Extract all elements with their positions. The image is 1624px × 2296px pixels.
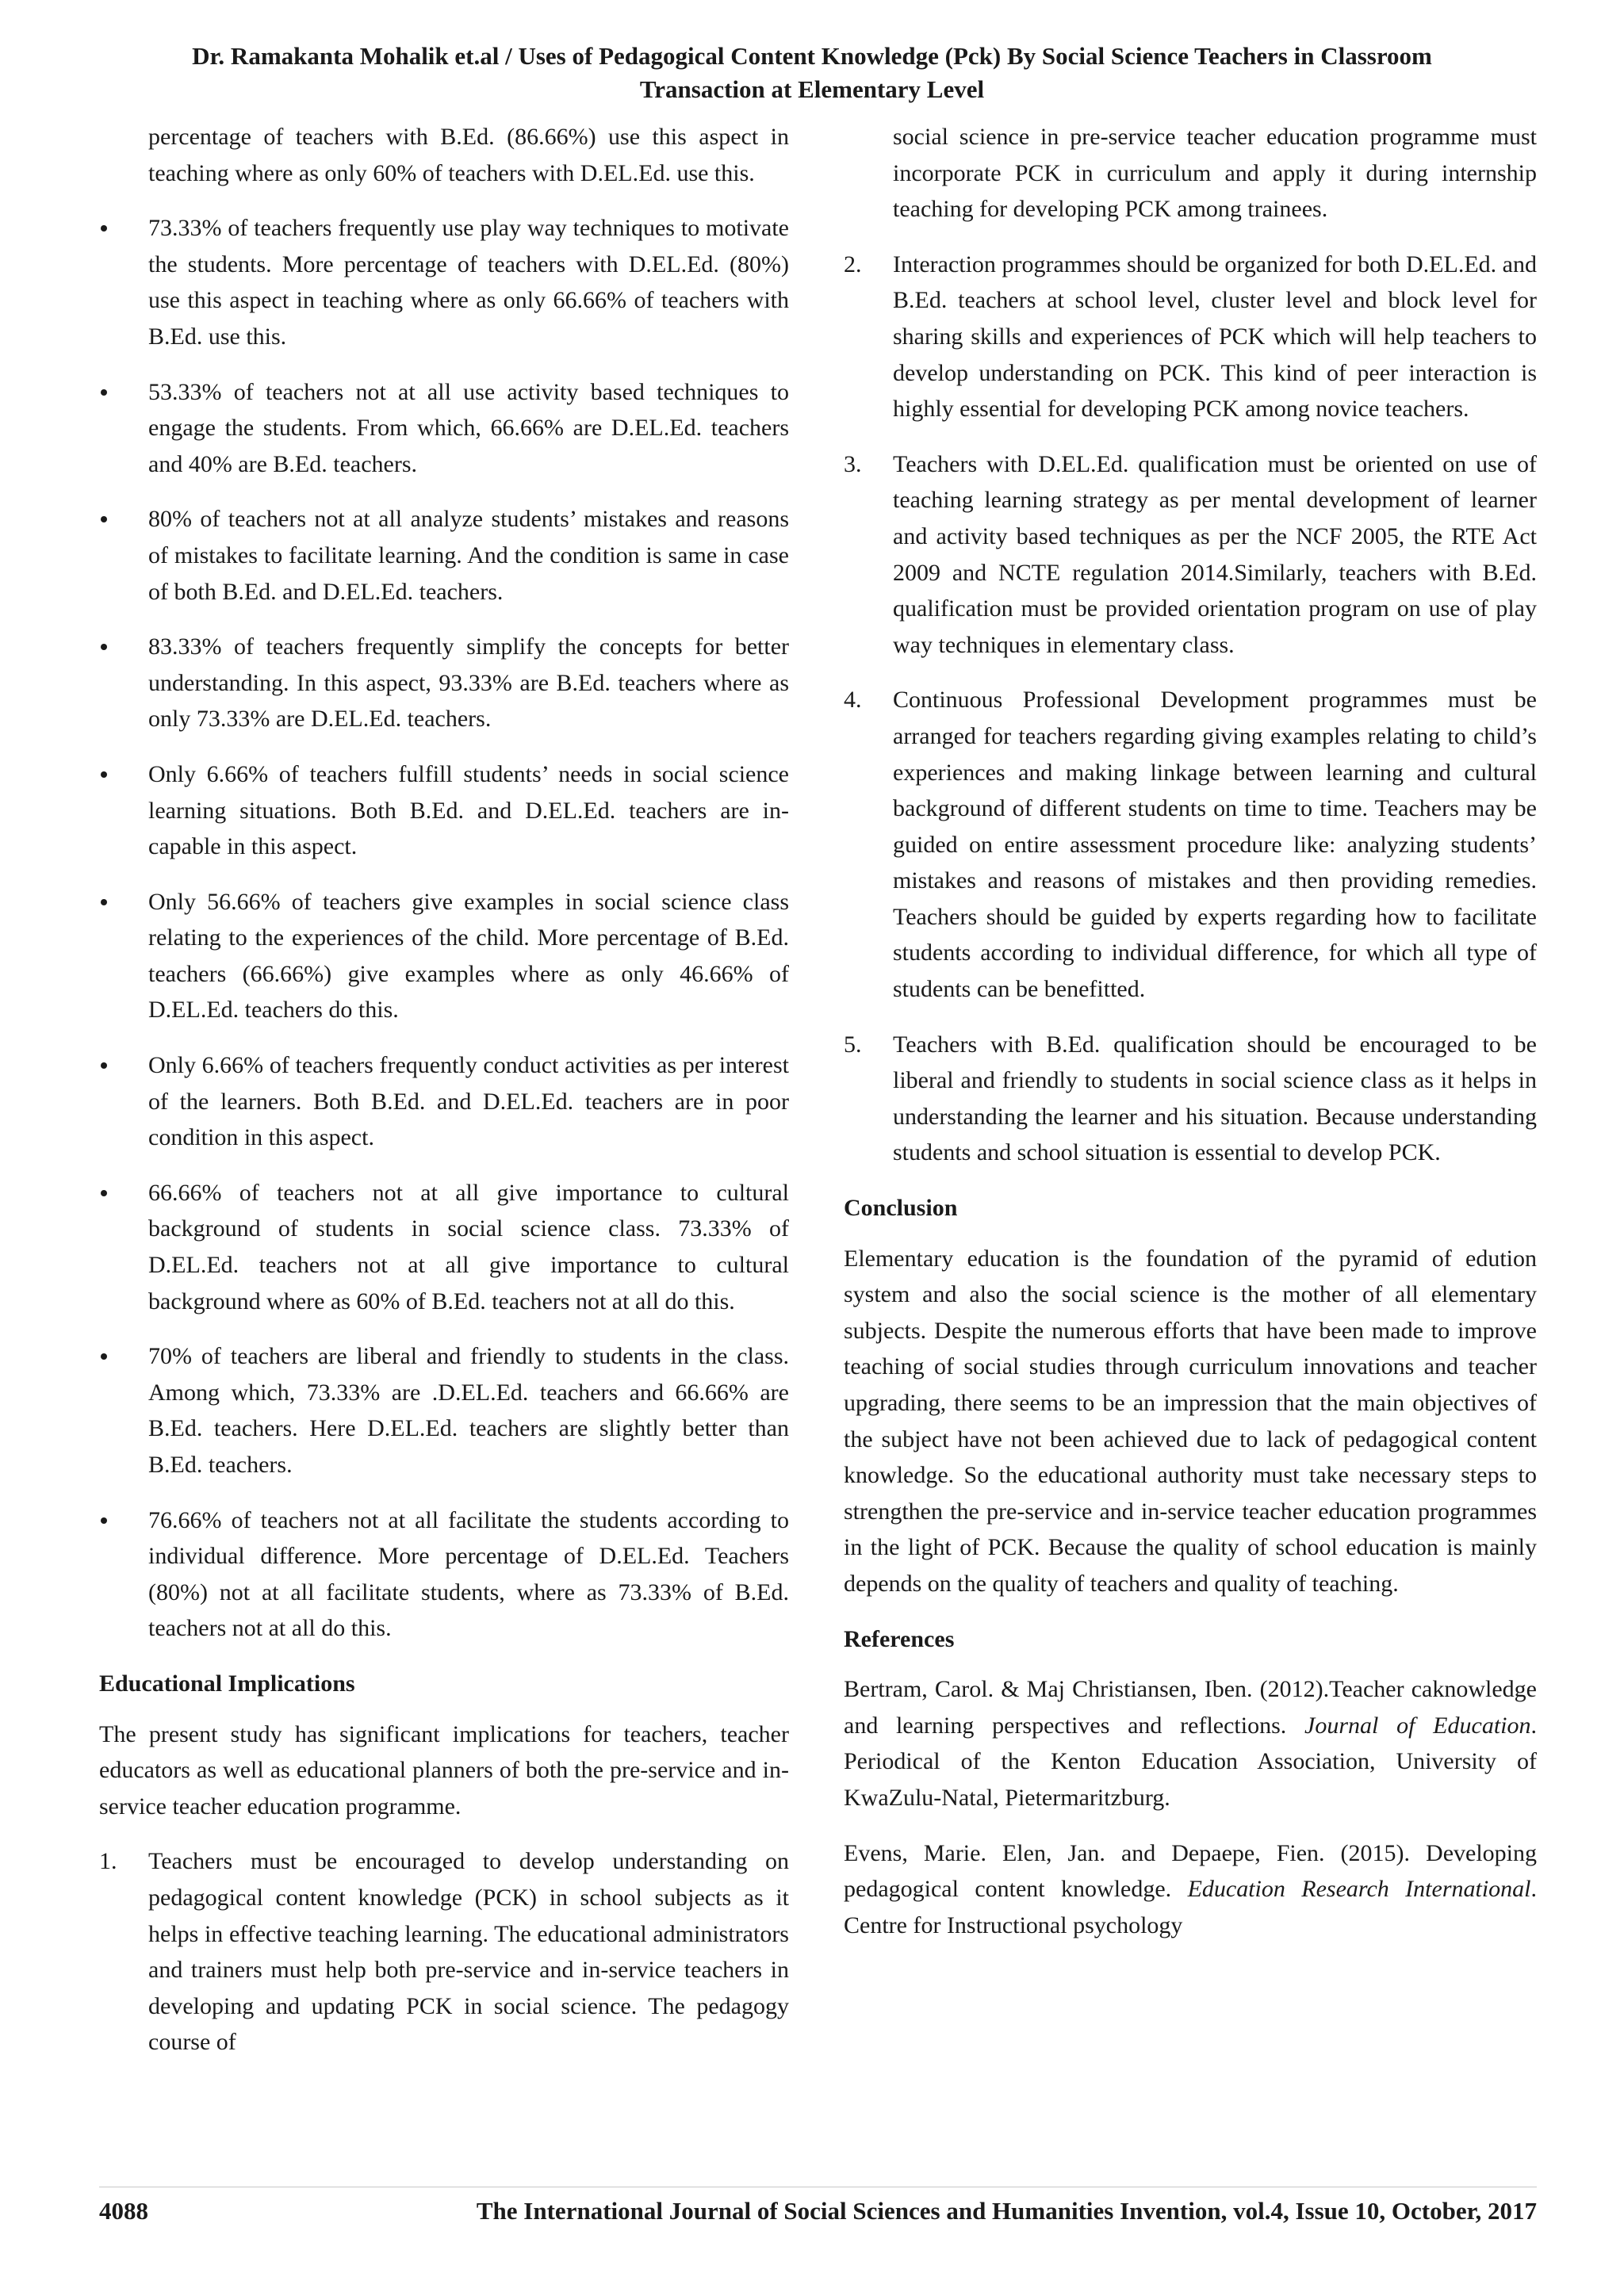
finding-item: Only 6.66% of teachers frequently conduct activities as per interest of the learners. Both B.Ed. and D.EL.Ed. teachers are in poor condition in this aspect. — [99, 1047, 789, 1156]
continued-implication: social science in pre-service teacher education programme must incorporate PCK in curriculum and apply it during internship teaching for developing PCK among trainees. — [893, 124, 1537, 223]
finding-item: 80% of teachers not at all analyze students’ mistakes and reasons of mistakes to facilitate learning. And the condition is same in case of both B.Ed. and D.EL.Ed. teachers. — [99, 501, 789, 610]
implication-item — [844, 446, 1537, 664]
implication-text: Continuous Professional Development programmes must be arranged for teachers regarding giving examples relating to child’s experiences and making linkage between learning and cultural background of different students on time to time. Teachers may be guided on entire assessment procedure like: analyzing students’ mistakes and reasons of mistakes and then providing remedies. Teachers should be guided by experts regarding how to facilitate students according to individual difference, for which all type of students can be benefitted. — [893, 687, 1537, 1003]
implication-text: Teachers with D.EL.Ed. qualification must be oriented on use of teaching learning strategy as per mental development of learner and activity based techniques as per the NCF 2005, the RTE Act 2009 and NCTE regulation 2014.Similarly, teachers with B.Ed. qualification must be provided orientation program on use of play way techniques in elementary class. — [893, 450, 1537, 658]
implication-number: 3. — [844, 450, 862, 477]
implications-list-start — [99, 1843, 789, 2061]
right-column — [844, 119, 1537, 1962]
implication-item — [844, 1027, 1537, 1171]
finding-item: 70% of teachers are liberal and friendly to students in the class. Among which, 73.33% are .D.EL.Ed. teachers and 66.66% are B.Ed. teachers. Here D.EL.Ed. teachers are slightly better than B.Ed. teachers. — [99, 1338, 789, 1483]
reference-text: . Periodical of the Kenton Education Association, University of KwaZulu-Natal, Pietermaritzburg. — [844, 1712, 1537, 1811]
running-header — [87, 40, 1537, 106]
implication-number: 4. — [844, 687, 862, 714]
finding-item: 73.33% of teachers frequently use play way techniques to motivate the students. More percentage of teachers with D.EL.Ed. (80%) use this aspect in teaching where as only 66.66% of teachers with B.Ed. use this. — [99, 210, 789, 354]
implication-text: Teachers must be encouraged to develop understanding on pedagogical content knowledge (PCK) in school subjects as it helps in effective teaching learning. The educational administrators and trainers must help both pre-service and in-service teachers in developing and updating PCK in social science. The pedagogy course of — [148, 1848, 789, 2056]
reference-text: . Centre for Instructional psychology — [844, 1876, 1537, 1938]
section-heading-references: References — [844, 1625, 955, 1652]
journal-citation: The International Journal of Social Sciences and Humanities Invention, vol.4, Issue 10, October, 2017 — [476, 2197, 1537, 2225]
section-heading-implications: Educational Implications — [99, 1670, 355, 1697]
implication-text: Teachers with B.Ed. qualification should be encouraged to be liberal and friendly to students in social science class as it helps in understanding the learner and his situation. Because understanding students and school situation is essential to develop PCK. — [893, 1031, 1537, 1166]
implication-number: 5. — [844, 1031, 862, 1058]
finding-item: 53.33% of teachers not at all use activity based techniques to engage the students. From which, 66.66% are D.EL.Ed. teachers and 40% are B.Ed. teachers. — [99, 374, 789, 483]
header-line-1: Dr. Ramakanta Mohalik et.al / Uses of Pedagogical Content Knowledge (Pck) By Social Science Teachers in Classroom — [192, 42, 1432, 70]
finding-item: 76.66% of teachers not at all facilitate the students according to individual difference. More percentage of D.EL.Ed. Teachers (80%) not at all facilitate students, where as 73.33% of B.Ed. teachers not at all do this. — [99, 1502, 789, 1647]
implications-list — [844, 247, 1537, 1171]
reference-journal: Education Research International — [1187, 1876, 1531, 1903]
finding-item: Only 6.66% of teachers fulfill students’ needs in social science learning situations. Both B.Ed. and D.EL.Ed. teachers are in-capable in this aspect. — [99, 756, 789, 865]
section-heading-conclusion: Conclusion — [844, 1195, 958, 1222]
finding-item: Only 56.66% of teachers give examples in social science class relating to the experiences of the child. More percentage of B.Ed. teachers (66.66%) give examples where as only 46.66% of D.EL.Ed. teachers do this. — [99, 884, 789, 1028]
reference-text: Evens, Marie. Elen, Jan. and Depaepe, Fien. (2015). Developing pedagogical content knowledge. — [844, 1839, 1537, 1903]
page-number: 4088 — [99, 2197, 148, 2225]
reference-journal: Journal of Education — [1304, 1712, 1531, 1739]
implication-number: 1. — [99, 1848, 117, 1875]
header-line-2: Transaction at Elementary Level — [639, 75, 985, 103]
implication-item — [844, 682, 1537, 1007]
finding-item: 83.33% of teachers frequently simplify the concepts for better understanding. In this aspect, 93.33% are B.Ed. teachers where as only 73.33% are D.EL.Ed. teachers. — [99, 629, 789, 737]
implication-item — [99, 1843, 789, 2061]
implications-intro: The present study has significant implications for teachers, teacher educators as well as educational planners of both the pre-service and in-service teacher education programme. — [99, 1720, 789, 1820]
left-column — [99, 119, 789, 2080]
reference-entry — [844, 1671, 1537, 1816]
reference-entry — [844, 1835, 1537, 1944]
implication-number: 2. — [844, 251, 862, 277]
conclusion-paragraph: Elementary education is the foundation of the pyramid of edution system and also the social science is the mother of all elementary subjects. Despite the numerous efforts that have been made to improve teaching of social studies through curriculum innovations and teacher upgrading, there seems to be an impression that the main objectives of the subject have not been achieved due to lack of pedagogical content knowledge. So the educational authority must take necessary steps to strengthen the pre-service and in-service teacher education programmes in the light of PCK. Because the quality of school education is mainly depends on the quality of teachers and quality of teaching. — [844, 1245, 1537, 1597]
finding-item: 66.66% of teachers not at all give importance to cultural background of students in social science class. 73.33% of D.EL.Ed. teachers not at all give importance to cultural background where as 60% of B.Ed. teachers not at all do this. — [99, 1175, 789, 1319]
findings-list — [99, 210, 789, 1647]
reference-text: Bertram, Carol. & Maj Christiansen, Iben. (2012).Teacher caknowledge and learning perspectives and reflections. — [844, 1676, 1537, 1739]
continued-finding: percentage of teachers with B.Ed. (86.66%) use this aspect in teaching where as only 60% of teachers with D.EL.Ed. use this. — [148, 124, 789, 186]
implication-text: Interaction programmes should be organized for both D.EL.Ed. and B.Ed. teachers at school level, cluster level and block level for sharing skills and experiences of PCK which will help teachers to develop understanding on PCK. This kind of peer interaction is highly essential for developing PCK among novice teachers. — [893, 251, 1537, 423]
implication-item — [844, 247, 1537, 427]
